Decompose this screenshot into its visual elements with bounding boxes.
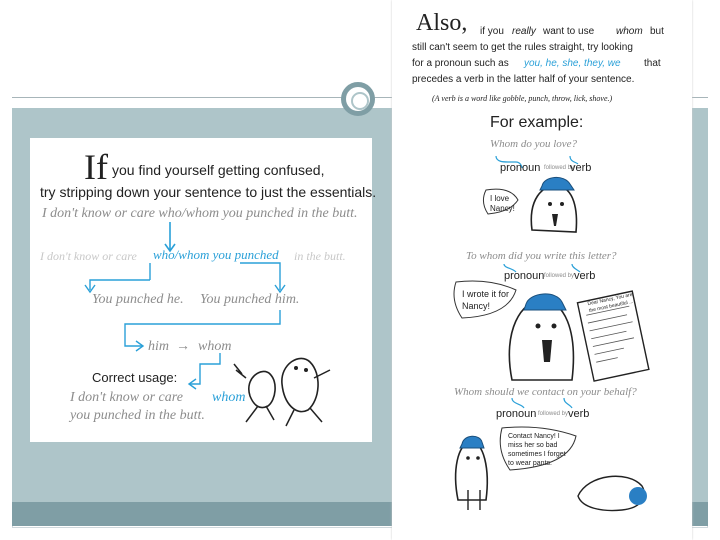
example-1-pronoun: pronoun	[500, 162, 541, 174]
faded-sentence-highlight: who/whom you punched	[153, 247, 279, 262]
intro-line-1-part-a: if you	[480, 26, 504, 37]
correct-line-1-whom: whom	[212, 390, 246, 405]
speech-bubble-2: I wrote it for Nancy!	[462, 289, 510, 311]
example-1-verb: verb	[570, 162, 592, 174]
example-3-verb: verb	[568, 408, 590, 420]
correct-usage-label: Correct usage:	[92, 370, 178, 385]
decorative-circle-icon	[341, 82, 375, 116]
intro-line-2: try stripping down your sentence to just the essentials.	[40, 184, 377, 200]
correct-line-2: you punched in the butt.	[70, 408, 205, 423]
example-3-followed-by: followed by	[538, 411, 569, 417]
example-3-pronoun: pronoun	[496, 408, 537, 420]
example-2-followed-by: followed by	[544, 273, 575, 279]
for-example-heading: For example:	[490, 114, 584, 131]
intro-line-2: still can't seem to get the rules straight, try looking	[412, 42, 633, 53]
verb-note: (A verb is a word like gobble, punch, throw, lick, shove.)	[432, 94, 613, 103]
running-characters-illustration	[234, 358, 330, 426]
you-punched-him: You punched him.	[200, 292, 300, 307]
intro-line-3-part-a: for a pronoun such as	[412, 58, 509, 69]
speech-bubble-3: Contact Nancy! I miss her so bad sometimes I forget to wear pants.	[508, 433, 566, 467]
intro-line-4: precedes a verb in the latter half of your sentence.	[412, 74, 635, 85]
you-punched-he: You punched he.	[92, 292, 184, 307]
intro-line-3-pronouns: you, he, she, they, we	[524, 58, 621, 69]
intro-line-3-part-b: that	[644, 58, 661, 69]
also-heading: Also,	[416, 10, 468, 36]
right-comic-panel	[392, 0, 692, 540]
intro-line-1-really: really	[512, 26, 536, 37]
whom-word: whom	[198, 339, 232, 354]
arrow-glyph: →	[176, 339, 190, 354]
big-if-word: If	[84, 147, 108, 187]
example-2-pronoun: pronoun	[504, 270, 545, 282]
correct-line-1: I don't know or care	[70, 390, 183, 405]
example-1-question: Whom do you love?	[490, 138, 578, 150]
intro-line-1-part-c: but	[650, 26, 664, 37]
intro-line-1-whom: whom	[616, 26, 643, 37]
faded-sentence-prefix: I don't know or care	[40, 249, 137, 263]
him-word: him	[148, 339, 169, 354]
speech-bubble-1: I love Nancy!	[490, 194, 515, 213]
intro-line-1-part-b: want to use	[543, 26, 595, 37]
example-sentence: I don't know or care who/whom you punched in the butt.	[42, 206, 358, 221]
intro-line-1: you find yourself getting confused,	[112, 162, 325, 178]
faded-sentence-suffix: in the butt.	[294, 249, 346, 263]
example-2-question: To whom did you write this letter?	[466, 250, 617, 262]
example-3-question: Whom should we contact on your behalf?	[454, 386, 637, 398]
left-comic-panel	[30, 138, 377, 442]
example-1-followed-by: followed by	[544, 165, 575, 171]
letter-text: Dear Nancy, You are the most beautiful ...	[587, 291, 634, 315]
example-2-verb: verb	[574, 270, 596, 282]
